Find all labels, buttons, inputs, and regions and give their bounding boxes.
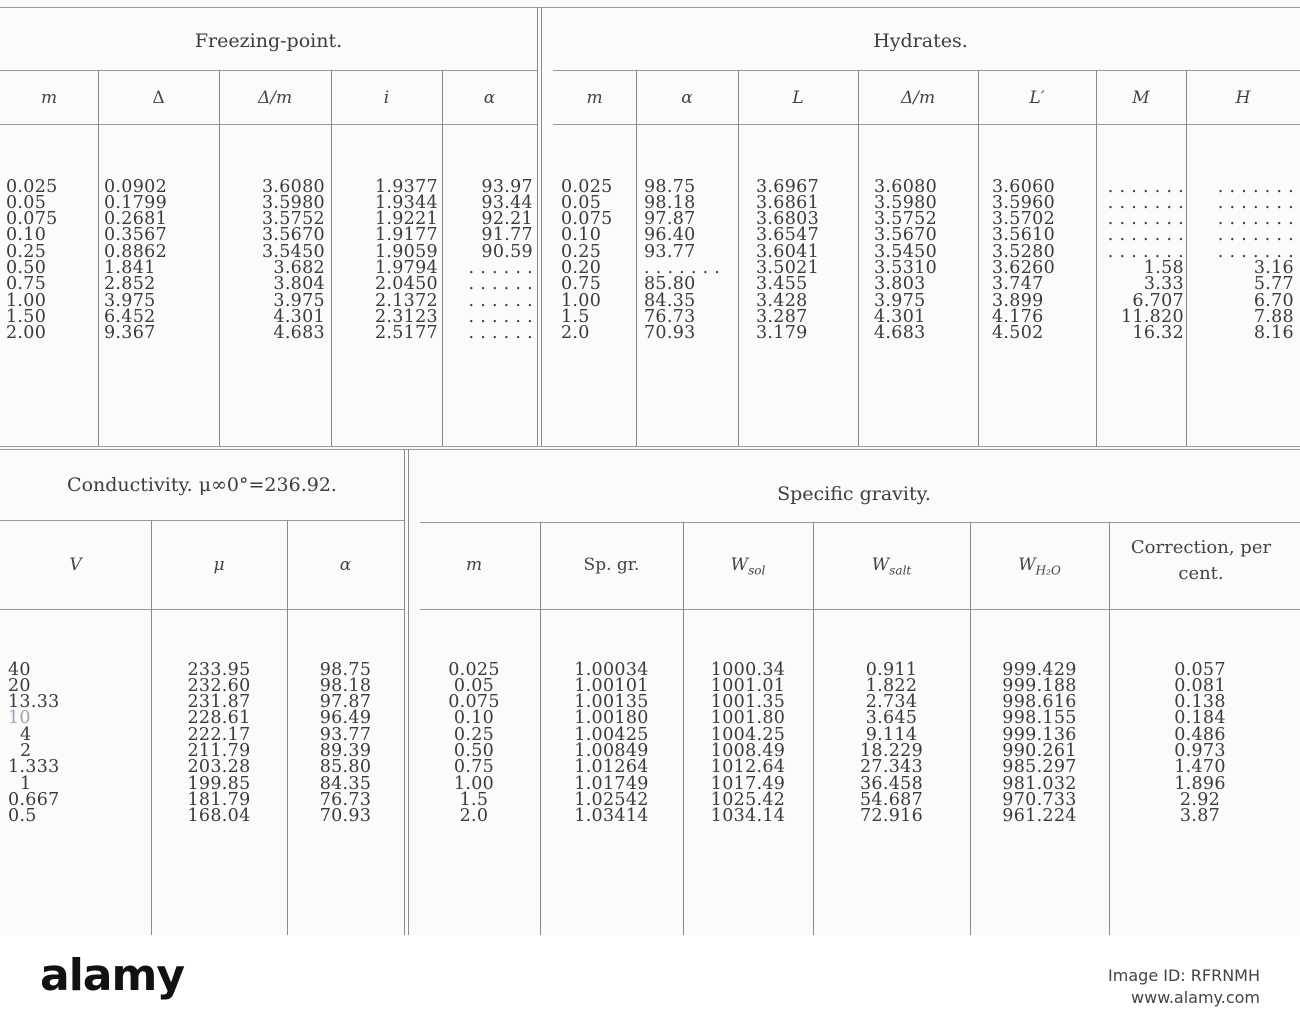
fp-head-delta: Δ [152, 88, 165, 108]
watermark-strip [0, 935, 1300, 1025]
hy-col-L-prime: 3.6060 3.5960 3.5702 3.5610 3.5280 3.6260 3.747 3.899 4.176 4.502 [992, 176, 1056, 344]
co-col-alpha: 98.75 98.18 97.87 96.49 93.77 89.39 85.80 84.35 76.73 70.93 [319, 659, 372, 827]
fp-head-delta-m: Δ/m [257, 88, 293, 108]
hy-col-sep [978, 70, 979, 446]
hy-head-m: m [586, 88, 603, 108]
top-double-rule-a [537, 7, 538, 446]
gravity-title-rule [420, 522, 1300, 523]
hy-head-L: L [792, 88, 804, 108]
hy-col-sep [636, 70, 637, 446]
sg-col-m: 0.025 0.05 0.075 0.10 0.25 0.50 0.75 1.00 1.5 2.0 [448, 659, 500, 827]
fp-col-m: 0.025 0.05 0.075 0.10 0.25 0.50 0.75 1.00 1.50 2.00 [6, 176, 58, 344]
hydrates-title-rule [553, 70, 1300, 71]
gravity-title: Specific gravity. [777, 483, 931, 505]
gravity-head-rule [420, 609, 1300, 610]
freezing-head-rule [0, 124, 537, 125]
sg-col-correction: 0.057 0.081 0.138 0.184 0.486 0.973 1.470 1.896 2.92 3.87 [1174, 659, 1226, 827]
hy-col-sep [858, 70, 859, 446]
bottom-double-rule-a [404, 449, 405, 935]
hy-col-alpha: 98.75 98.18 97.87 96.40 93.77 . . . . . . . 85.80 84.35 76.73 70.93 [644, 176, 721, 344]
image-id-text: Image ID: RFRNMH [1108, 966, 1260, 985]
sg-head-correction: Correction, per cent. [1130, 537, 1272, 584]
hy-col-sep [738, 70, 739, 446]
fp-col-delta-m: 3.6080 3.5980 3.5752 3.5670 3.5450 3.682 3.804 3.975 4.301 4.683 [261, 176, 325, 344]
hydrates-title: Hydrates. [873, 30, 968, 52]
co-col-V: 40 20 13.33 10 4 2 1.333 1 0.667 0.5 [8, 659, 60, 827]
top-rule [0, 7, 1300, 8]
sg-col-wsol: 1000.34 1001.01 1001.35 1001.80 1004.25 1008.49 1012.64 1017.49 1025.42 1034.14 [710, 659, 786, 827]
conductivity-title: Conductivity. μ∞0°=236.92. [67, 474, 337, 496]
hy-head-H: H [1235, 88, 1251, 108]
sg-head-spgr: Sp. gr. [583, 555, 640, 575]
conductivity-title-rule [0, 520, 404, 521]
watermark-info [1108, 965, 1260, 1009]
fp-col-delta: 0.0902 0.1799 0.2681 0.3567 0.8862 1.841 2.852 3.975 6.452 9.367 [104, 176, 168, 344]
hy-head-L-prime: L′ [1029, 88, 1045, 108]
conductivity-head-rule [0, 609, 404, 610]
sg-col-wsalt: 0.911 1.822 2.734 3.645 9.114 18.229 27.343 36.458 54.687 72.916 [859, 659, 924, 827]
fp-head-m: m [40, 88, 58, 108]
hy-col-delta-m: 3.6080 3.5980 3.5752 3.5670 3.5450 3.5310 3.803 3.975 4.301 4.683 [874, 176, 938, 344]
co-col-mu: 233.95 232.60 231.87 228.61 222.17 211.79 203.28 199.85 181.79 168.04 [187, 659, 251, 827]
sg-col-spgr: 1.00034 1.00101 1.00135 1.00180 1.00425 1.00849 1.01264 1.01749 1.02542 1.03414 [574, 659, 649, 827]
freezing-title: Freezing-point. [194, 30, 343, 52]
hy-col-m: 0.025 0.05 0.075 0.10 0.25 0.20 0.75 1.00 1.5 2.0 [561, 176, 613, 344]
site-url-text: www.alamy.com [1131, 988, 1260, 1007]
fp-col-alpha: 93.97 93.44 92.21 91.77 90.59 . . . . . . . . . . . . . . . . . . . . . . . . . . . . . . [468, 176, 533, 344]
sg-head-wsol: $W_{sol}$ [730, 555, 766, 578]
sg-col-wh2o: 999.429 999.188 998.616 998.155 999.136 990.261 985.297 981.032 970.733 961.224 [1002, 659, 1077, 827]
hy-col-H: . . . . . . . . . . . . . . . . . . . . . . . . . . . . . . . . . . . 3.16 5.77 6.70 7.88 8.16 [1217, 176, 1294, 344]
fp-col-i: 1.9377 1.9344 1.9221 1.9177 1.9059 1.9794 2.0450 2.1372 2.3123 2.5177 [374, 176, 438, 344]
alamy-logo: alamy [40, 950, 184, 1001]
hy-col-L: 3.6967 3.6861 3.6803 3.6547 3.6041 3.5021 3.455 3.428 3.287 3.179 [756, 176, 820, 344]
top-double-rule-b [541, 7, 542, 446]
hy-head-delta-m: Δ/m [900, 88, 936, 108]
hy-col-M: . . . . . . . . . . . . . . . . . . . . . . . . . . . . . . . . . . . 1.58 3.33 6.707 11.820 16.32 [1107, 176, 1184, 344]
hydrates-head-rule [553, 124, 1300, 125]
freezing-title-rule [0, 70, 537, 71]
sg-head-wsalt: $W_{salt}$ [871, 555, 912, 578]
co-head-alpha: α [339, 555, 352, 575]
hy-head-alpha: α [681, 88, 693, 108]
fp-head-alpha: α [483, 88, 496, 108]
fp-head-i: i [383, 88, 390, 108]
co-head-mu: μ [213, 555, 225, 575]
hy-head-M: M [1132, 88, 1150, 108]
section-divider-rule [0, 446, 1300, 447]
co-head-V: V [69, 555, 82, 575]
section-divider-rule-2 [0, 449, 1300, 450]
fp-col-sep [98, 70, 99, 446]
sg-head-m: m [465, 555, 483, 575]
sg-head-wh2o: $W_{H_2O}$ [1018, 555, 1061, 578]
